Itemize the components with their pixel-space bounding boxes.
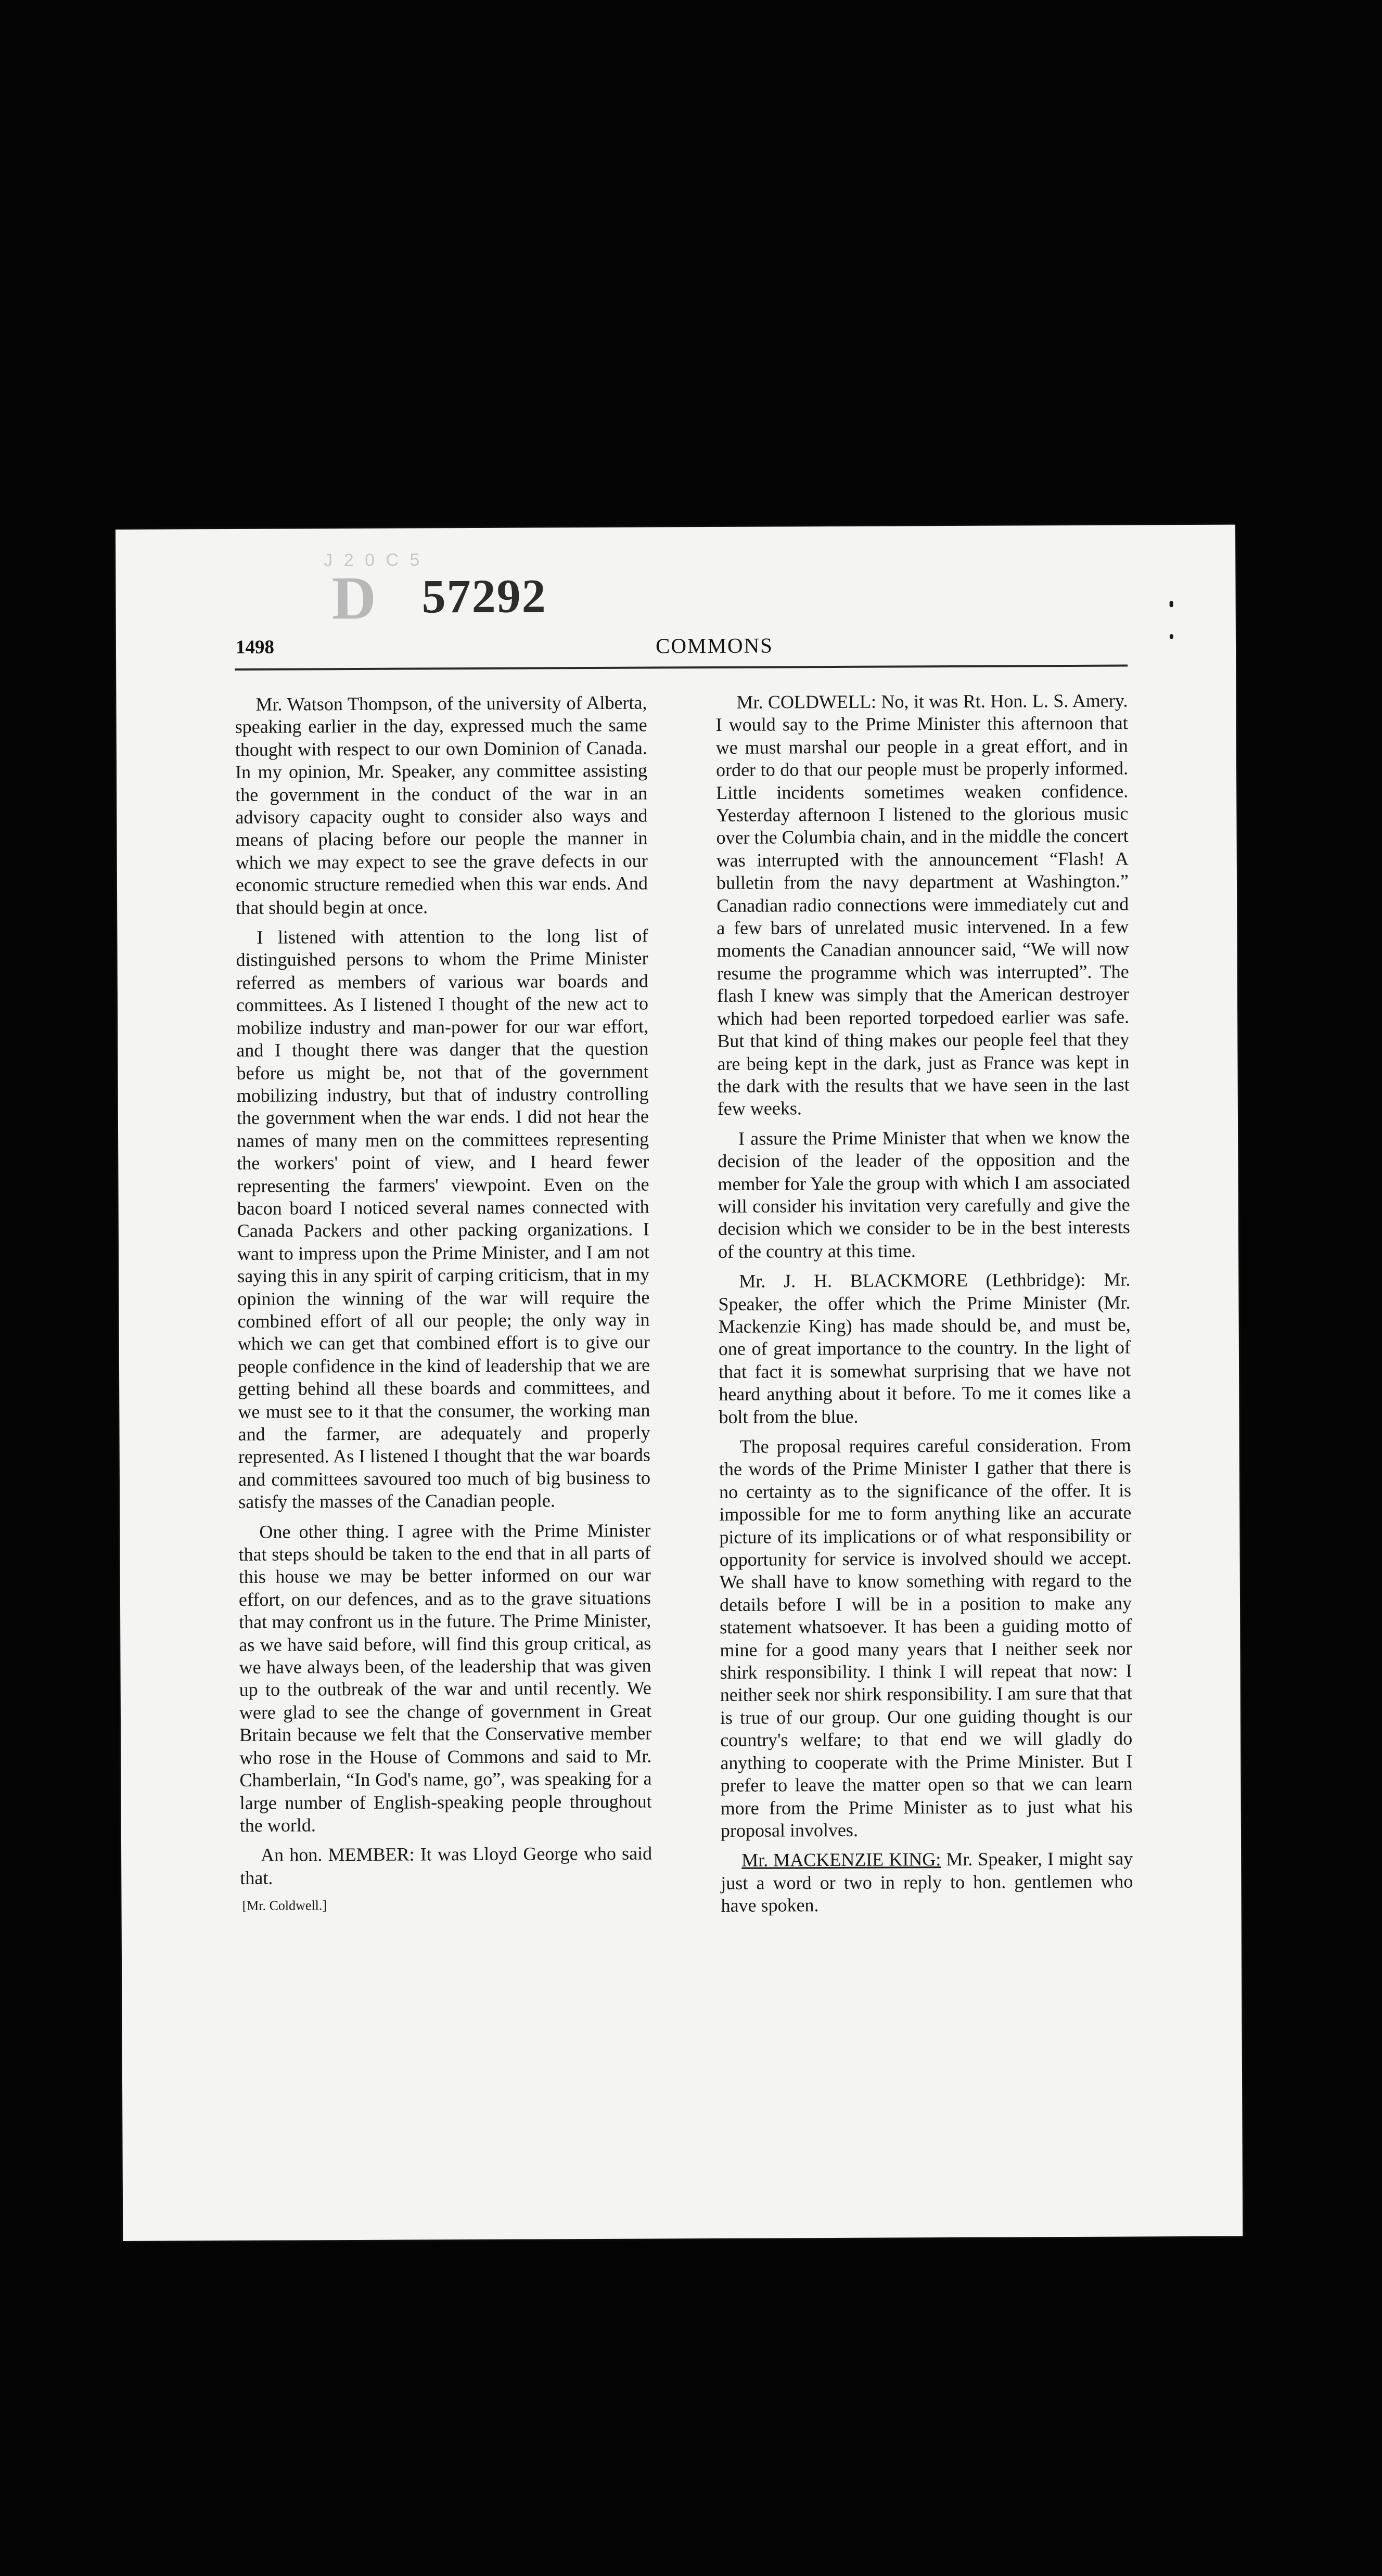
margin-mark [1170, 601, 1173, 607]
paragraph [721, 1848, 1133, 1917]
page-number: 1498 [235, 636, 275, 658]
paragraph [718, 1269, 1131, 1428]
right-column [715, 690, 1133, 1925]
archive-stamp-letter: D [331, 563, 377, 633]
paragraph: Mr. Watson Thompson, of the university of Alberta, speaking earlier in the day, expressed much the same thought with respect to our own Dominion of Canada. In my opinion, Mr. Speaker, any committee assisting the government in the conduct of the war in an advisory capacity ought to consider also ways and means of placing before our people the manner in which we may expect to see the grave defects in our economic structure remedied when this war ends. And that should begin at once. [235, 692, 648, 918]
speech-text: Mr. Speaker, the offer which the Prime Minister (Mr. Mackenzie King) has made should be, and must be, one of great importance to the country. In the light of that fact it is somewhat surprising that we have not heard anything about it before. To me it comes like a bolt from the blue. [718, 1269, 1131, 1427]
speaker-footnote: [Mr. Coldwell.] [242, 1898, 327, 1914]
paragraph: I assure the Prime Minister that when we know the decision of the leader of the opposition and the member for Yale the group with which I am associated will consider his invitation very carefully and give the decision which we consider to be in the best interests of the country at this time. [718, 1126, 1130, 1262]
paragraph: The proposal requires careful consideration. From the words of the Prime Minister I gather that there is no certainty as to the significance of the offer. It is impossible for me to form anything like an accurate picture of its implications or of what responsibility or opportunity for service is involved should we accept. We shall have to know something with regard to the details before I will be in a position to make any statement whatsoever. It has been a guiding motto of mine for a good many years that I neither seek nor shirk responsibility. I think I will repeat that now: I neither seek nor shirk responsibility. I am sure that that is true of our group. Our one guiding thought is our country's welfare; to that end we will gladly do anything to cooperate with the Prime Minister. But I prefer to leave the matter open so that we can learn more from the Prime Minister as to just what his proposal involves. [719, 1434, 1133, 1841]
paragraph: I listened with attention to the long list of distinguished persons to whom the Prime Minister referred as members of various war boards and committees. As I listened I thought of the new act to mobilize industry and man-power for our war effort, and I thought there was danger that the question before us might be, not that of the government mobilizing industry, but that of industry controlling the government when the war ends. I did not hear the names of many men on the committees representing the workers' point of view, and I heard fewer representing the farmers' viewpoint. Even on the bacon board I noticed several names connected with Canada Packers and other packing organizations. I want to impress upon the Prime Minister, and I am not saying this in any spirit of carping criticism, that in my opinion the winning of the war will require the combined effort of all our people; the only way in which we can get that combined effort is to give our people confidence in the kind of leadership that we are getting behind all these boards and committees, and we must see to it that the consumer, the working man and the farmer, are adequately and properly represented. As I listened I thought that the war boards and committees savoured too much of big business to satisfy the masses of the Canadian people. [236, 925, 651, 1513]
paragraph [240, 1843, 652, 1889]
archive-stamp-faint: J 2 0 C 5 [324, 550, 423, 571]
speaker-name: Mr. COLDWELL: [736, 691, 876, 713]
speaker-name: Mr. MACKENZIE KING: [741, 1849, 941, 1871]
speaker-name: Mr. J. H. BLACKMORE (Lethbridge): [739, 1269, 1086, 1292]
running-head: COMMONS [655, 633, 774, 658]
paragraph [715, 690, 1130, 1120]
archive-stamp-number: 57292 [421, 569, 547, 623]
speech-text: No, it was Rt. Hon. L. S. Amery. I would say to the Prime Minister this afternoon that we must marshal our people in a great effort, and in order to do that our people must be properly informed. Little incidents sometimes weaken confidence. Yesterday afternoon I listened to the glorious music over the Columbia chain, and in the middle the concert was interrupted with the announcement “Flash! A bulletin from the navy department at Washington.” Canadian radio connections were immediately cut and a few bars of unrelated music intervened. In a few moments the Canadian announcer said, “We will now resume the programme which was interrupted”. The flash I knew was simply that the American destroyer which had been reported torpedoed earlier was safe. But that kind of thing makes our people feel that they are being kept in the dark, just as France was kept in the dark with the results that we have seen in the last few weeks. [715, 690, 1130, 1119]
left-column [235, 692, 652, 1916]
header-rule [235, 665, 1128, 671]
speech-text: It was Lloyd George who said that. [240, 1843, 652, 1888]
paragraph: One other thing. I agree with the Prime Minister that steps should be taken to the end that in all parts of this house we may be better informed on our war effort, on our defences, and as to the grave situations that may confront us in the future. The Prime Minister, as we have said before, will find this group critical, as we have always been, of the leadership that was given up to the outbreak of the war and until recently. We were glad to see the change of government in Great Britain because we felt that the Conservative member who rose in the House of Commons and said to Mr. Chamberlain, “In God's name, go”, was speaking for a large number of English-speaking people throughout the world. [238, 1519, 652, 1836]
speech-text: Mr. Speaker, I might say just a word or two in reply to hon. gentlemen who have spoken. [721, 1848, 1133, 1916]
document-page [116, 525, 1243, 2241]
speaker-name: An hon. MEMBER: [261, 1844, 415, 1866]
margin-mark [1170, 634, 1173, 639]
